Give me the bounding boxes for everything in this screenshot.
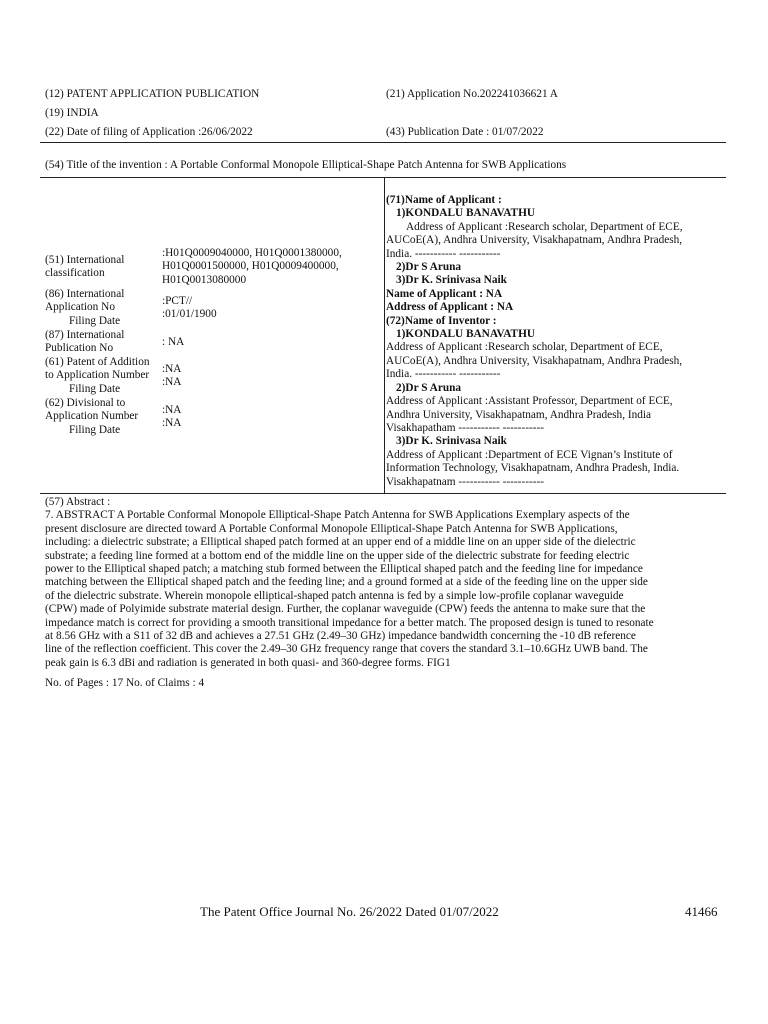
divider	[40, 177, 726, 178]
divisional-label: (62) Divisional to Application Number Filing Date	[45, 397, 139, 436]
applicant-1-address: Address of Applicant :Research scholar, Department of ECE,	[406, 220, 683, 233]
abstract-section	[45, 496, 654, 691]
application-number: (21) Application No.202241036621 A	[386, 88, 558, 100]
inventor-heading: (72)Name of Inventor :	[386, 314, 497, 327]
invention-title: (54) Title of the invention : A Portable Conformal Monopole Elliptical-Shape Patch Antenna for SWB Applications	[45, 159, 567, 171]
pages-and-claims: No. of Pages : 17 No. of Claims : 4	[45, 677, 205, 690]
abstract-line: matching between the Elliptical shaped patch and the feeding line; and a ground formed at a side of the feeding line on the upper side	[45, 576, 648, 589]
applicant-2-name: 2)Dr S Aruna	[396, 261, 462, 274]
intl-publication-label: (87) International Publication No	[45, 329, 125, 355]
patent-addition-value: :NA :NA	[162, 363, 182, 389]
applicant-1-name: 1)KONDALU BANAVATHU	[396, 207, 536, 220]
publication-type: (12) PATENT APPLICATION PUBLICATION	[45, 88, 260, 100]
abstract-line: including: a dielectric substrate; a Elliptical shaped patch formed at an upper end of a middle line on an upper side of the dielectric	[45, 536, 636, 549]
patent-addition-label: (61) Patent of Addition to Application Number Filing Date	[45, 356, 150, 395]
abstract-line: present disclosure are directed toward A Portable Conformal Monopole Elliptical-Shape Patch Antenna for SWB Applications,	[45, 522, 618, 535]
applicant-inventor-details: (71)Name of Applicant : 1)KONDALU BANAVATHU Address of Applicant :Research scholar, Department of ECE, AUCoE(A), Andhra University, Visakhapatnam, Andhra Pradesh, India. ----------- ----------- 2)Dr S Aruna 3)Dr K. Srinivasa Naik Name of Applicant : NA Address of Applicant : NA (72)Name of Inventor : 1)KONDALU BANAVATHU Address of Applicant :Research scholar, Department of ECE, AUCoE(A), Andhra University, Visakhapatnam, Andhra Pradesh, India. ----------- ----------- 2)Dr S Aruna Address of Applicant :Assistant Professor, Department of ECE, Andhra University, Visakhapatnam, Andhra Pradesh, India Visakhapatham ----------- ----------- 3)Dr K. Srinivasa Naik Address of Applicant :Department of ECE Vignan’s Institute of Information Technology, Visakhapatnam, Andhra Pradesh, India. Visakhapatnam ----------- -----------	[386, 194, 683, 488]
intl-application-label: (86) International Application No Filing Date	[45, 288, 125, 327]
abstract-line: of the dielectric substrate. Wherein monopole elliptical-shaped patch antenna is fed by a simple low-profile coplanar waveguide	[45, 589, 624, 602]
divider	[40, 142, 726, 143]
abstract-line: 7. ABSTRACT A Portable Conformal Monopole Elliptical-Shape Patch Antenna for SWB Applications Exemplary aspects of the	[45, 509, 630, 522]
applicant-3-name: 3)Dr K. Srinivasa Naik	[396, 274, 507, 287]
abstract-line: impedance match is correct for providing a smooth transitional impedance for a better match. The proposed design is tuned to resonate	[45, 616, 654, 629]
abstract-line: line of the reflection coefficient. This cover the 2.49–30 GHz frequency range that covers the standard 3.1–10.6GHz UWB band. The	[45, 643, 648, 656]
name-of-applicant-na: Name of Applicant : NA	[386, 287, 503, 300]
address-of-applicant-na: Address of Applicant : NA	[386, 301, 514, 314]
abstract-line: peak gain is 6.3 dBi and radiation is generated in both quasi- and 360-degree forms. FIG1	[45, 656, 451, 669]
intl-publication-value: : NA	[162, 336, 185, 348]
filing-date: (22) Date of filing of Application :26/06/2022	[45, 126, 253, 138]
applicant-heading: (71)Name of Applicant :	[386, 194, 502, 206]
country: (19) INDIA	[45, 107, 99, 119]
inventor-1-address: Address of Applicant :Research scholar, Department of ECE,	[386, 341, 663, 354]
column-divider	[384, 177, 385, 493]
abstract-text	[45, 509, 654, 670]
abstract-line: power to the Elliptical shaped patch; a matching stub formed between the Elliptical shaped patch and the feeding line for impedance	[45, 563, 643, 576]
abstract-line: (CPW) made of Polyimide substrate material design. Further, the coplanar waveguide (CPW) feeds the antenna to make sure that the	[45, 603, 646, 616]
page-number: 41466	[685, 904, 718, 919]
inventor-1-name: 1)KONDALU BANAVATHU	[396, 328, 536, 341]
abstract-heading: (57) Abstract :	[45, 496, 111, 508]
publication-date: (43) Publication Date : 01/07/2022	[386, 126, 544, 138]
journal-footer: The Patent Office Journal No. 26/2022 Dated 01/07/2022	[200, 904, 499, 919]
abstract-line: at 8.56 GHz with a S11 of 32 dB and achieves a 27.51 GHz (2.49–30 GHz) impedance bandwidth concerning the -10 dB reference	[45, 630, 636, 643]
intl-application-value: :PCT// :01/01/1900	[162, 295, 217, 321]
inventor-2-name: 2)Dr S Aruna	[396, 381, 462, 394]
divider	[40, 493, 726, 494]
inventor-2-address: Address of Applicant :Assistant Professor, Department of ECE,	[386, 395, 673, 408]
divisional-value: :NA :NA	[162, 404, 182, 430]
intl-classification-value: :H01Q0009040000, H01Q0001380000, H01Q0001500000, H01Q0009400000, H01Q0013080000	[162, 247, 342, 286]
inventor-3-name: 3)Dr K. Srinivasa Naik	[396, 435, 507, 448]
intl-classification-label: (51) International classification	[45, 254, 125, 280]
abstract-line: substrate; a feeding line formed at a bottom end of the middle line on the upper side of the dielectric substrate for feeding electric	[45, 549, 630, 562]
inventor-3-address: Address of Applicant :Department of ECE Vignan’s Institute of	[386, 448, 673, 461]
